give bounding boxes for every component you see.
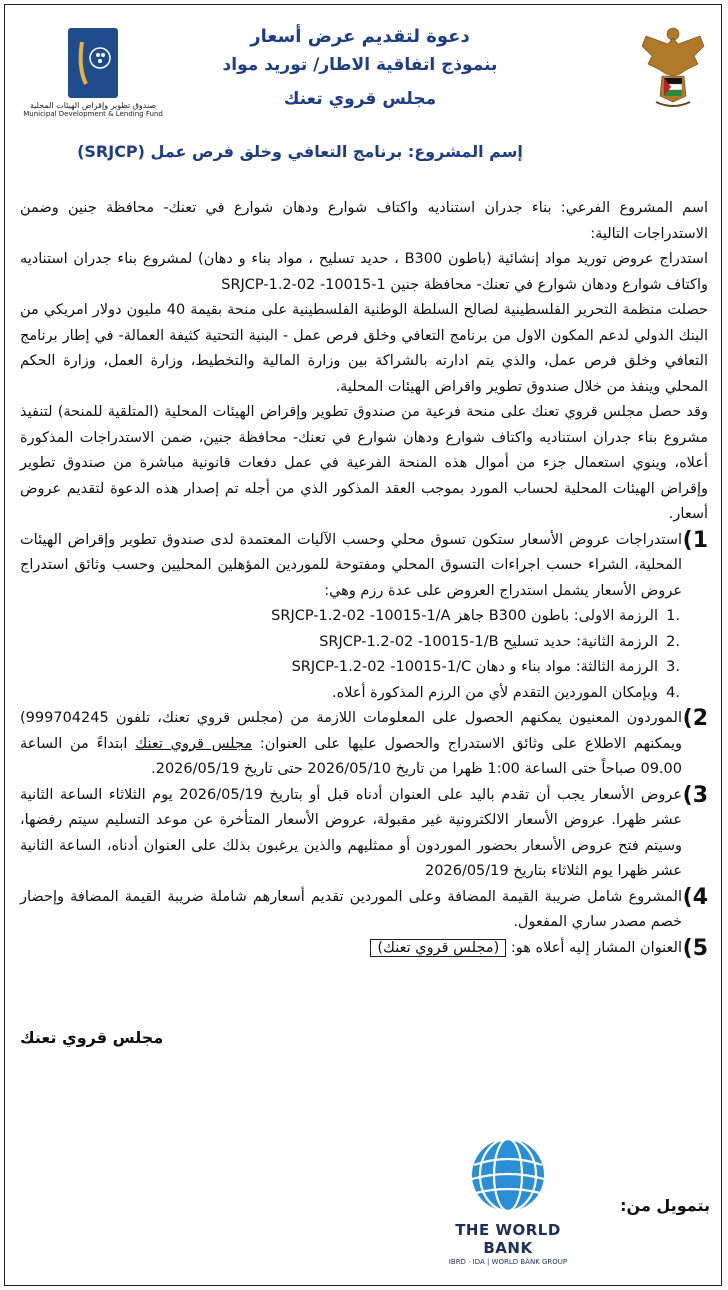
clause-text: العنوان المشار إليه أعلاه هو: bbox=[510, 939, 682, 956]
world-bank-subtitle: IBRD · IDA | WORLD BANK GROUP bbox=[448, 1258, 568, 1266]
clause-text: عروض الأسعار يجب أن تقدم باليد على العنوان أدناه قبل أو بتاريخ 2026/05/19 يوم الثلاثاء الساعة الثانية عشر ظهرا. عروض الأسعار الالكترونية غير مقبولة، عروض الأسعار المتأخرة عن موعد التسليم سيتم رفضها، وسيتم فتح عروض الأسعار بحضور الموردون أو ممثليهم والذين يرغبون بذلك على العنوان أدناه، الساعة الثانية عشر ظهرا يوم الثلاثاء بتاريخ 2026/05/19 bbox=[20, 786, 682, 879]
header-titles bbox=[170, 26, 550, 109]
title-council: مجلس قروي تعنك bbox=[283, 89, 437, 109]
package-number: .3 bbox=[666, 659, 680, 675]
package-item bbox=[20, 604, 708, 630]
mdlf-logo bbox=[18, 28, 168, 133]
clause-text-dates: ابتداءً من الساعة 09.00 صباحاً حتى الساعة 1:00 ظهرا من تاريخ 2026/05/10 حتى تاريخ 2026/05/19. bbox=[20, 735, 682, 777]
package-text: الرزمة الثالثة: مواد بناء و دهان SRJCP-1.2-02 -10015-1/C bbox=[291, 659, 658, 675]
paragraph-subproject: اسم المشروع الفرعي: بناء جدران استناديه واكتاف شوارع ودهان شوارع في تعنك- محافظة جنين وضمن الاستدراجات التالية: bbox=[20, 200, 708, 242]
title-invitation: دعوة لتقديم عرض أسعار bbox=[250, 26, 470, 47]
clause-text: الموردون المعنيون يمكنهم الحصول على المعلومات اللازمة من (مجلس قروي تعنك، تلفون 999704245) ويمكنهم الاطلاع على وثائق الاستدراج والحصول عليها على العنوان: bbox=[20, 710, 683, 752]
package-item bbox=[20, 630, 708, 656]
clause-address: مجلس قروي تعنك bbox=[135, 735, 253, 752]
clause-text: استدراجات عروض الأسعار ستكون تسوق محلي وحسب الآليات المعتمدة لدى صندوق تطوير وإقراض الهيئات المحلية، الشراء حسب اجراءات التسوق المحلي ومفتوحة للموردين المؤهلين المحليين وحسب وثائق استدراج عروض الأسعار يشمل استدراج العروض على عدة رزم وهي: bbox=[20, 531, 682, 599]
clause-number: 5) bbox=[682, 935, 708, 961]
package-number: .1 bbox=[666, 608, 680, 624]
mdlf-logo-english: Municipal Development & Lending Fund bbox=[23, 110, 163, 118]
package-text: الرزمة الثانية: حديد تسليح SRJCP-1.2-02 -10015-1/B bbox=[319, 633, 658, 650]
package-number: .2 bbox=[666, 633, 680, 650]
clause-number: 1) bbox=[682, 527, 708, 553]
paragraph-subgrant: وقد حصل مجلس قروي تعنك على منحة فرعية من صندوق تطوير وإقراض الهيئات المحلية (المتلقية للمنحة) لتنفيذ مشروع بناء جدران استناديه واكتاف شوارع ودهان شوارع في تعنك- محافظة جنين، ضمن الاستدراجات المذكورة أعلاه، وينوي استعمال جزء من أموال هذه المنحة الفرعية في عمل دفعات قانونية مباشرة من صندوق تطوير وإقراض الهيئات المحلية لحساب المورد بموجب العقد المذكور الذي من أجله تم إصدار هذه الدعوة لتقديم عروض أسعار. bbox=[20, 404, 708, 522]
package-number: .4 bbox=[666, 684, 680, 701]
package-item bbox=[20, 655, 708, 681]
mdlf-logo-arabic: صندوق تطوير وإقراض الهيئات المحلية bbox=[29, 101, 157, 110]
clause-1 bbox=[20, 528, 708, 605]
clause-2 bbox=[20, 706, 708, 783]
palestine-eagle-emblem-icon bbox=[638, 22, 708, 112]
clause-text: المشروع شامل ضريبة القيمة المضافة وعلى الموردين تقديم أسعارهم شاملة ضريبة القيمة المضافة وإحضار خصم مصدر ساري المفعول. bbox=[20, 888, 682, 930]
project-name: إسم المشروع: برنامج التعافي وخلق فرص عمل (SRJCP) bbox=[77, 142, 523, 161]
document-body bbox=[20, 196, 708, 961]
clause-5 bbox=[20, 936, 708, 962]
world-bank-globe-icon bbox=[468, 1135, 548, 1215]
clause-number: 4) bbox=[682, 884, 708, 910]
world-bank-name: THE WORLD BANK bbox=[455, 1221, 561, 1257]
package-text: الرزمة الاولى: باطون B300 جاهز SRJCP-1.2-02 -10015-1/A bbox=[271, 608, 658, 624]
funded-by-label: بتمويل من: bbox=[620, 1196, 710, 1215]
world-bank-logo bbox=[428, 1135, 588, 1265]
header bbox=[0, 0, 728, 180]
clause-3 bbox=[20, 783, 708, 885]
clause-number: 2) bbox=[682, 706, 708, 731]
mdlf-logo-icon bbox=[68, 28, 118, 98]
signature: مجلس قروي تعنك bbox=[20, 1028, 164, 1047]
title-framework: بنموذج اتفاقية الاطار/ توريد مواد bbox=[222, 55, 498, 75]
package-item bbox=[20, 681, 708, 707]
address-box: (مجلس قروي تعنك) bbox=[370, 939, 506, 957]
paragraph-grant: حصلت منظمة التحرير الفلسطينية لصالح السلطة الوطنية الفلسطينية على منحة بقيمة 40 مليون دولار امريكي من البنك الدولي لدعم المكون الاول من برنامج التعافي وخلق فرص عمل - البنية التحتية كثيفة العمالة- في إطار برنامج التعافي وخلق فرص عمل، والذي يتم ادارته بالشراكة بين وزارة المالية والتخطيط، وزارة العمل، وزارة الحكم المحلي وينفذ من خلال صندوق تطوير واقراض الهيئات المحلية. bbox=[20, 302, 708, 395]
paragraph-procurement: استدراج عروض توريد مواد إنشائية (باطون B300 ، حديد تسليح ، مواد بناء و دهان) لمشروع بناء جدران استناديه واكتاف شوارع ودهان شوارع في تعنك- محافظة جنين SRJCP-1.2-02 -10015-1 bbox=[20, 251, 708, 293]
clause-4 bbox=[20, 885, 708, 936]
clause-number: 3) bbox=[682, 782, 708, 808]
package-text: وبإمكان الموردين التقدم لأي من الرزم المذكورة أعلاه. bbox=[332, 684, 658, 701]
